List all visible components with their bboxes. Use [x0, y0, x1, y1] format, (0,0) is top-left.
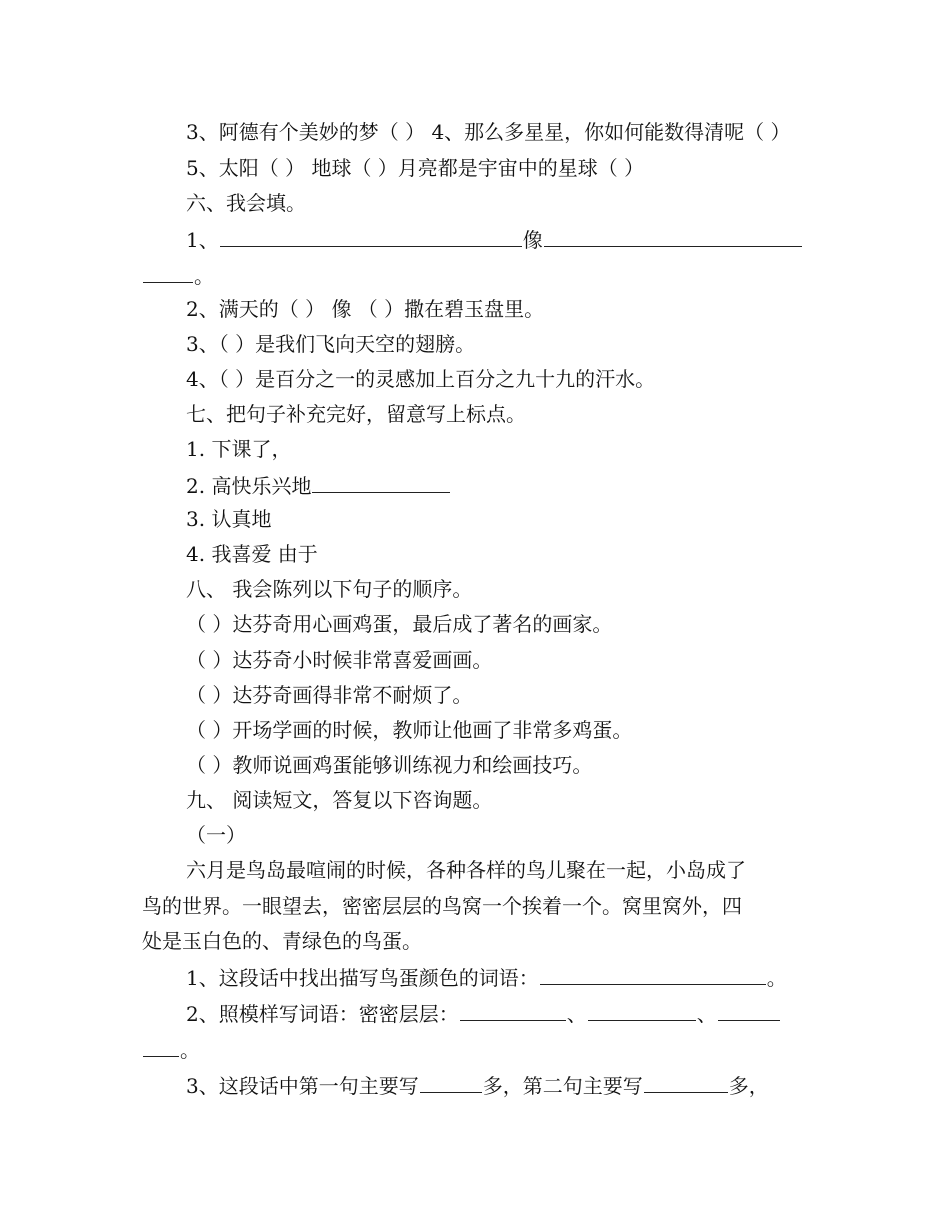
fill-line-2 [186, 297, 544, 321]
reading-question-2 [186, 1000, 781, 1026]
text: 3、阿德有个美妙的梦（ ） 4、那么多星星，你如何能数得清呢（ ） [186, 120, 791, 144]
answer-blank[interactable] [143, 262, 193, 283]
text: （ ）达芬奇用心画鸡蛋，最后成了著名的画家。 [186, 612, 613, 636]
reading-question-3 [186, 1072, 769, 1098]
text: 2、照模样写词语：密密层层： [186, 1002, 459, 1026]
answer-blank[interactable] [540, 964, 766, 985]
complete-line-1 [186, 437, 291, 461]
reading-question-1 [186, 964, 787, 990]
section-heading-8 [186, 577, 472, 601]
answer-blank[interactable] [312, 472, 450, 493]
answer-blank[interactable] [718, 1000, 780, 1021]
text: 处是玉白色的、青绿色的鸟蛋。 [142, 929, 422, 953]
fill-line-3 [186, 332, 475, 356]
reading-question-2-cont [142, 1036, 200, 1062]
order-item [186, 718, 632, 742]
text: 4、（ ）是百分之一的灵感加上百分之九十九的汗水。 [186, 367, 656, 391]
passage-line [142, 929, 422, 953]
question-line [186, 120, 791, 144]
complete-line-3 [186, 507, 271, 531]
text: 2、满天的（ ） 像 （ ）撒在碧玉盘里。 [186, 297, 545, 321]
text: 2. 高快乐兴地 [186, 474, 312, 498]
passage-line [186, 858, 746, 882]
fill-line-4 [186, 367, 655, 391]
text: 4. 我喜爱 由于 [186, 542, 318, 566]
complete-line-2 [186, 472, 451, 498]
text: 1、 [186, 228, 219, 252]
text: 多， [728, 1074, 769, 1098]
fill-line-1 [186, 226, 803, 252]
text: 3、这段话中第一句主要写 [186, 1074, 419, 1098]
passage-heading [186, 823, 246, 847]
order-item [186, 753, 592, 777]
text: 5、太阳（ ） 地球（ ）月亮都是宇宙中的星球（ ） [186, 156, 645, 180]
text: 、 [696, 1002, 717, 1026]
order-item [186, 683, 472, 707]
passage-line [142, 894, 742, 918]
answer-blank[interactable] [460, 1000, 566, 1021]
text: 九、 阅读短文，答复以下咨询题。 [186, 788, 493, 812]
answer-blank[interactable] [544, 226, 802, 247]
text: 鸟的世界。一眼望去，密密层层的鸟窝一个挨着一个。窝里窝外，四 [142, 894, 742, 918]
answer-blank[interactable] [143, 1036, 179, 1057]
text: 七、把句子补充完好，留意写上标点。 [186, 402, 526, 426]
text: 八、 我会陈列以下句子的顺序。 [186, 577, 473, 601]
fill-line-1-cont [142, 262, 214, 288]
text: 1. 下课了， [186, 437, 292, 461]
text: （ ）教师说画鸡蛋能够训练视力和绘画技巧。 [186, 753, 593, 777]
answer-blank[interactable] [420, 1072, 482, 1093]
section-heading-9 [186, 788, 492, 812]
text: 六、我会填。 [186, 191, 306, 215]
text: 。 [194, 264, 214, 288]
complete-line-4 [186, 542, 318, 566]
text: 六月是鸟岛最喧闹的时候，各种各样的鸟儿聚在一起，小岛成了 [186, 858, 746, 882]
text: 。 [180, 1038, 200, 1062]
text: 多，第二句主要写 [482, 1074, 643, 1098]
text: （ ）达芬奇小时候非常喜爱画画。 [186, 648, 493, 672]
order-item [186, 612, 612, 636]
text: 1、这段话中找出描写鸟蛋颜色的词语： [186, 966, 539, 990]
text: 像 [522, 228, 543, 252]
text: （ ）开场学画的时候，教师让他画了非常多鸡蛋。 [186, 718, 633, 742]
question-line [186, 156, 644, 180]
answer-blank[interactable] [220, 226, 522, 247]
section-heading-6 [186, 191, 306, 215]
text: （ ）达芬奇画得非常不耐烦了。 [186, 683, 473, 707]
answer-blank[interactable] [644, 1072, 728, 1093]
text: 3. 认真地 [186, 507, 272, 531]
section-heading-7 [186, 402, 526, 426]
text: 3、（ ）是我们飞向天空的翅膀。 [186, 332, 476, 356]
order-item [186, 648, 492, 672]
text: 、 [566, 1002, 587, 1026]
answer-blank[interactable] [588, 1000, 696, 1021]
text: （一） [186, 823, 246, 847]
text: 。 [766, 966, 787, 990]
